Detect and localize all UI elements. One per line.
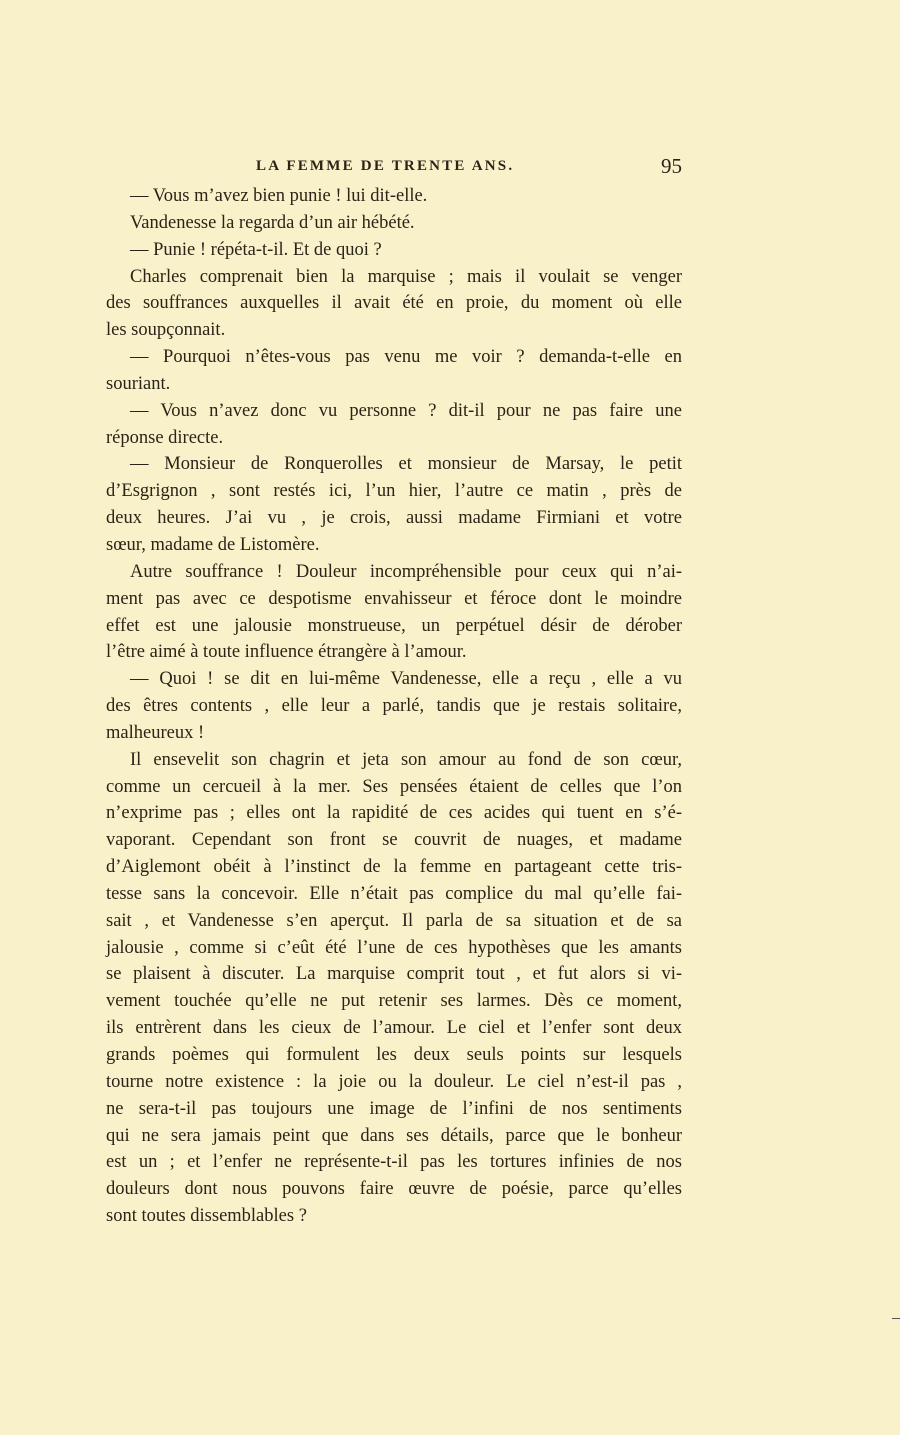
text-line: — Pourquoi n’êtes-vous pas venu me voir ? demanda-t-elle en: [130, 347, 682, 368]
text-line: ils entrèrent dans les cieux de l’amour. Le ciel et l’enfer sont deux: [106, 1018, 682, 1039]
text-line: sait , et Vandenesse s’en aperçut. Il parla de sa situation et de sa: [106, 910, 682, 931]
text-line: les soupçonnait.: [106, 320, 226, 341]
text-line: Autre souffrance ! Douleur incompréhensible pour ceux qui n’ai-: [130, 561, 682, 582]
text-line: deux heures. J’ai vu , je crois, aussi madame Firmiani et votre: [106, 508, 682, 529]
text-line: des souffrances auxquelles il avait été en proie, du moment où elle: [106, 293, 682, 314]
edge-mark: [892, 1318, 900, 1319]
text-line: vement touchée qu’elle ne put retenir ses larmes. Dès ce moment,: [106, 991, 682, 1012]
text-line: réponse directe.: [106, 427, 224, 448]
text-line: l’être aimé à toute influence étrangère à l’amour.: [106, 642, 467, 663]
text-line: qui ne sera jamais peint que dans ses détails, parce que le bonheur: [106, 1125, 682, 1146]
text-line: n’exprime pas ; elles ont la rapidité de ces acides qui tuent en s’é-: [106, 803, 682, 824]
page-number: 95: [661, 154, 682, 178]
text-line: des êtres contents , elle leur a parlé, tandis que je restais solitaire,: [106, 696, 682, 717]
text-line: — Punie ! répéta-t-il. Et de quoi ?: [130, 239, 382, 260]
text-line: souriant.: [106, 373, 171, 394]
text-line: d’Aiglemont obéit à l’instinct de la femme en partageant cette tris-: [106, 857, 682, 878]
text-line: sœur, madame de Listomère.: [106, 534, 320, 555]
text-line: grands poèmes qui formulent les deux seuls points sur lesquels: [106, 1045, 682, 1065]
text-line: ment pas avec ce despotisme envahisseur et féroce dont le moindre: [106, 588, 682, 609]
text-line: jalousie , comme si c’eût été l’une de ces hypothèses que les amants: [106, 937, 682, 958]
running-header: [106, 156, 682, 182]
text-line: ne sera-t-il pas toujours une image de l’infini de nos sentiments: [106, 1098, 682, 1119]
text-line: — Vous m’avez bien punie ! lui dit-elle.: [130, 186, 428, 206]
text-line: — Monsieur de Ronquerolles et monsieur de Marsay, le petit: [130, 454, 682, 475]
text-line: Il ensevelit son chagrin et jeta son amour au fond de son cœur,: [130, 749, 682, 770]
text-line: est un ; et l’enfer ne représente-t-il pas les tortures infinies de nos: [106, 1152, 682, 1173]
text-line: — Vous n’avez donc vu personne ? dit-il pour ne pas faire une: [130, 400, 682, 421]
text-line: tourne notre existence : la joie ou la douleur. Le ciel n’est-il pas ,: [106, 1071, 682, 1092]
text-line: tesse sans la concevoir. Elle n’était pas complice du mal qu’elle fai-: [106, 883, 682, 904]
text-line: Charles comprenait bien la marquise ; mais il voulait se venger: [130, 266, 682, 287]
text-line: — Quoi ! se dit en lui-même Vandenesse, elle a reçu , elle a vu: [130, 669, 682, 690]
text-line: vaporant. Cependant son front se couvrit de nuages, et madame: [106, 830, 682, 851]
text-line: d’Esgrignon , sont restés ici, l’un hier, l’autre ce matin , près de: [106, 481, 682, 502]
text-line: Vandenesse la regarda d’un air hébété.: [130, 212, 415, 233]
running-title: LA FEMME DE TRENTE ANS.: [256, 158, 515, 174]
text-line: se plaisent à discuter. La marquise comprit tout , et fut alors si vi-: [106, 964, 682, 985]
text-line: douleurs dont nous pouvons faire œuvre de poésie, parce qu’elles: [106, 1179, 682, 1200]
page-body-text: [106, 183, 682, 1230]
text-line: effet est une jalousie monstrueuse, un perpétuel désir de dérober: [106, 615, 682, 636]
text-line: malheureux !: [106, 722, 205, 743]
text-line: comme un cercueil à la mer. Ses pensées étaient de celles que l’on: [106, 776, 682, 797]
text-line: sont toutes dissemblables ?: [106, 1206, 307, 1227]
